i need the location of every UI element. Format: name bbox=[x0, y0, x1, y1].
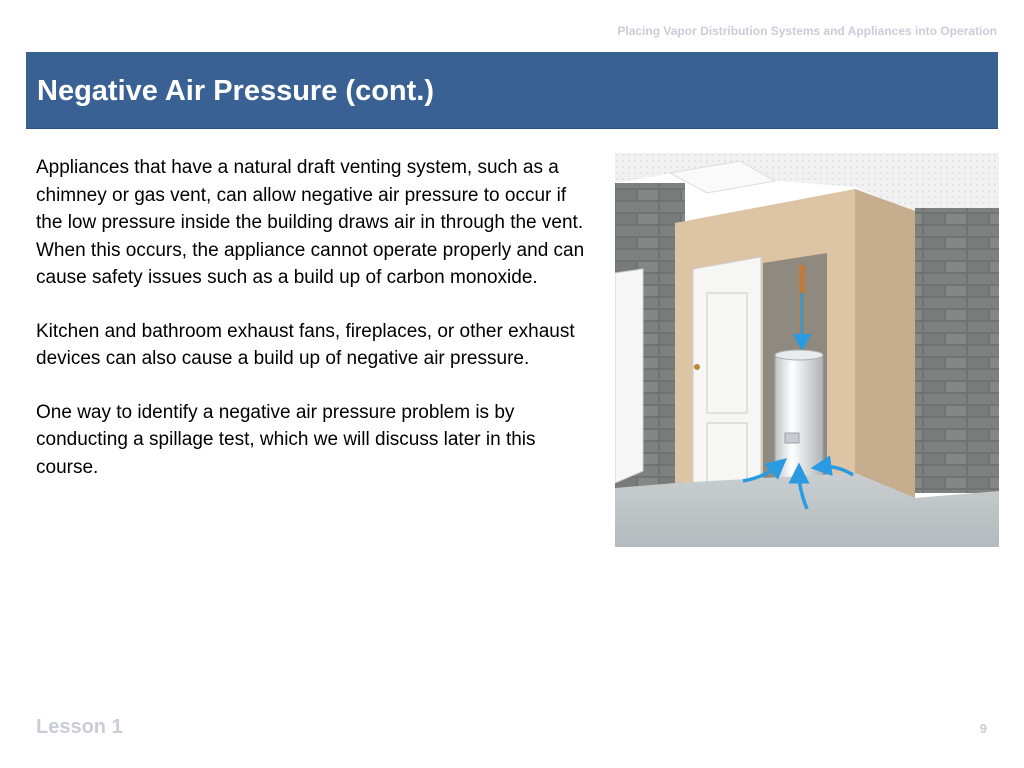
right-block-wall bbox=[915, 208, 999, 493]
slide-title: Negative Air Pressure (cont.) bbox=[37, 75, 434, 107]
closet-side-wall bbox=[855, 189, 915, 498]
footer-lesson: Lesson 1 bbox=[36, 716, 123, 738]
water-heater-illustration bbox=[615, 153, 999, 547]
title-bar bbox=[26, 52, 998, 129]
door-knob bbox=[694, 364, 700, 370]
page-number: 9 bbox=[979, 721, 987, 736]
slide-body bbox=[36, 154, 586, 507]
paragraph-natural-draft: Appliances that have a natural draft venting system, such as a chimney or gas vent, can allow negative air pressure to occur if the low pressure inside the building draws air in through the vent. When this occurs, the appliance cannot operate properly and can cause safety issues such as a build up of carbon monoxide. bbox=[36, 157, 585, 288]
water-heater-scene bbox=[615, 153, 999, 547]
water-heater bbox=[775, 350, 823, 481]
course-title: Placing Vapor Distribution Systems and Appliances into Operation bbox=[617, 24, 997, 38]
paragraph-exhaust-devices: Kitchen and bathroom exhaust fans, fireplaces, or other exhaust devices can also cause a build up of negative air pressure. bbox=[36, 320, 575, 369]
left-door bbox=[615, 269, 643, 483]
paragraph-spillage-test: One way to identify a negative air pressure problem is by conducting a spillage test, which we will discuss later in this course. bbox=[36, 401, 536, 478]
